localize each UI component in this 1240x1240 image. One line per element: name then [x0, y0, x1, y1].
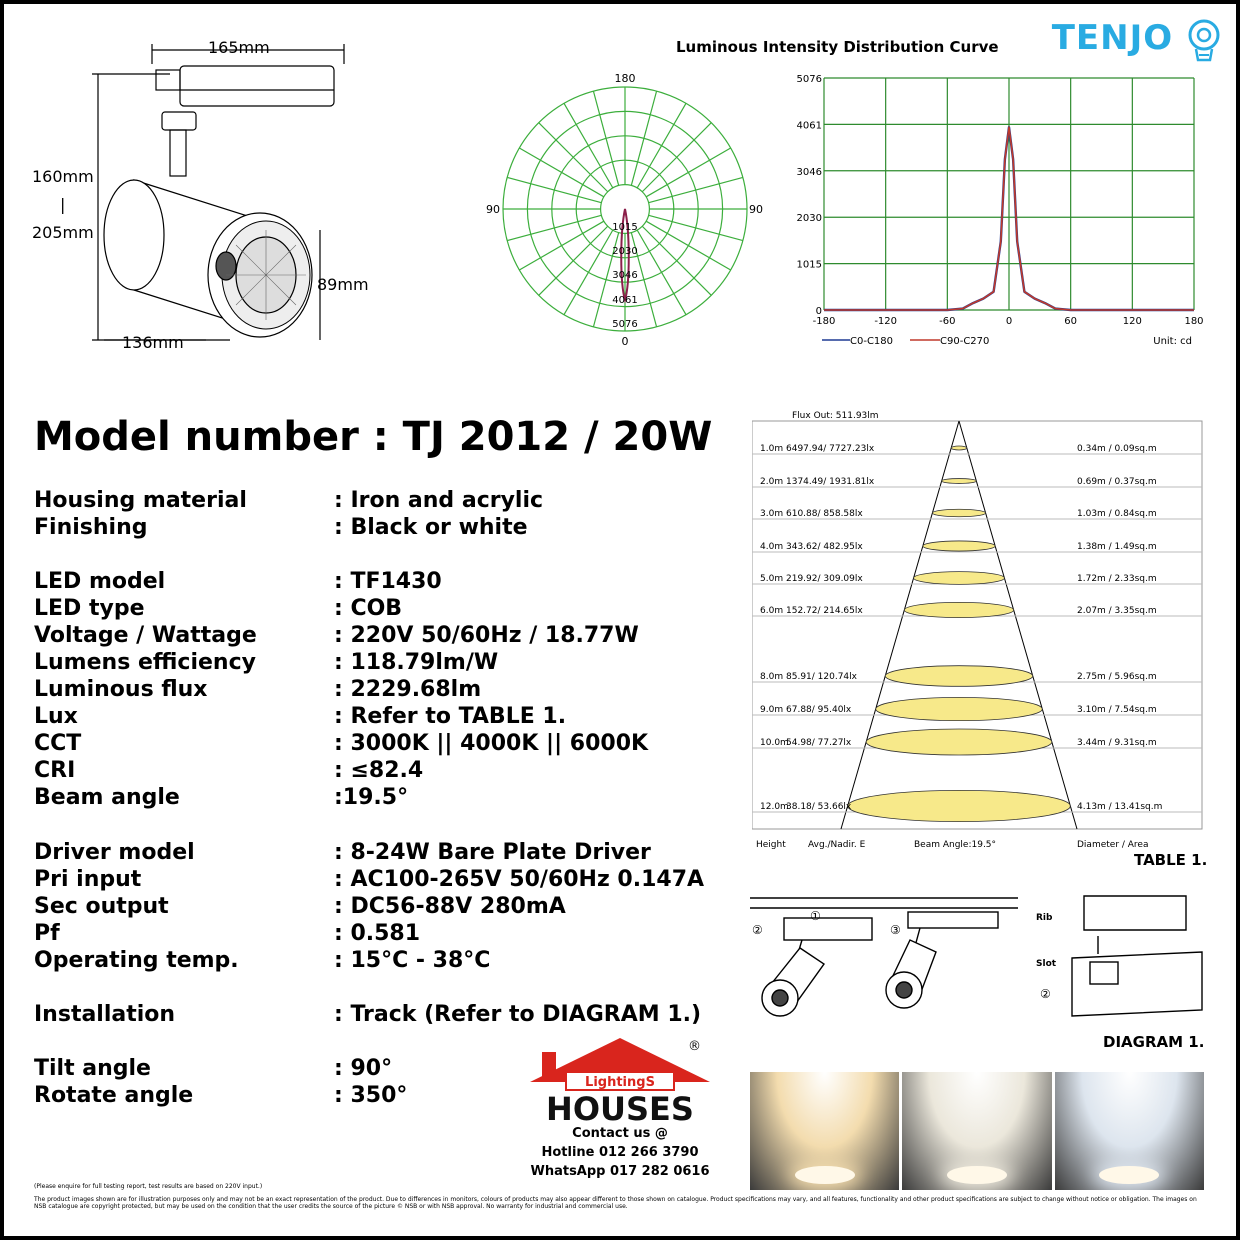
- unit-label: Unit: cd: [1153, 336, 1192, 347]
- spec-value: : DC56-88V 280mA: [334, 894, 566, 919]
- spec-value: : 118.79lm/W: [334, 650, 499, 675]
- dim-front-label: 89mm: [317, 275, 369, 294]
- table-lux-cell: 219.92/ 309.09lx: [786, 574, 863, 584]
- table-lux-cell: 85.91/ 120.74lx: [786, 672, 857, 682]
- spec-value: : 0.581: [334, 921, 421, 946]
- spec-label: LED type: [34, 596, 145, 621]
- logo-registered: ®: [688, 1039, 701, 1054]
- legend-label-c90: C90-C270: [940, 336, 990, 347]
- table-lux-cell: 6497.94/ 7727.23lx: [786, 444, 875, 454]
- x-tick-label: -60: [939, 316, 956, 327]
- footer-disclaimer: The product images shown are for illustration purposes only and may not be an exact representation of the product. Due to differences in monitors, colours of products may also appear different to those shown on catalogue. Product specifications may vary, and all features, functionality and other product specifications are subject to change without notice or obligation. The images on NSB catalogue are copyright protected, but may be used on the condition that the user credits the source of the picture © NSB or with NSB approval. No warranty for industrial and commercial use.: [34, 1196, 1197, 1210]
- table-diameter-cell: 2.75m / 5.96sq.m: [1077, 672, 1157, 682]
- polar-ring-label: 4061: [612, 295, 638, 306]
- polar-ring-label: 5076: [612, 319, 638, 330]
- table-height-cell: 10.0m: [760, 738, 789, 748]
- polar-label-bottom: 0: [621, 335, 629, 348]
- polar-spoke: [519, 221, 604, 270]
- spec-row: [34, 840, 714, 867]
- diagram-caption: DIAGRAM 1.: [1103, 1033, 1205, 1051]
- spec-row: [34, 623, 714, 650]
- y-tick-label: 5076: [796, 74, 822, 85]
- table-footer-diameter: Diameter / Area: [1077, 840, 1149, 850]
- beam-spot: [885, 666, 1033, 687]
- beam-cone-edge: [959, 421, 1077, 829]
- polar-spoke: [642, 123, 711, 192]
- spec-label: Housing material: [34, 488, 247, 513]
- table-height-cell: 9.0m: [760, 705, 784, 715]
- spec-label: Sec output: [34, 894, 169, 919]
- spec-value: : ≤82.4: [334, 758, 424, 783]
- table-footer-avg: Avg./Nadir. E: [808, 840, 866, 850]
- polar-spoke: [642, 226, 711, 295]
- contact-line-1: Contact us @: [572, 1126, 668, 1141]
- logo-bottom-text: HOUSES: [546, 1090, 694, 1126]
- stem: [170, 130, 186, 176]
- table-lux-cell: 54.98/ 77.27lx: [786, 738, 852, 748]
- spec-row: [34, 596, 714, 623]
- table-height-cell: 3.0m: [760, 509, 784, 519]
- polar-ring-label: 2030: [612, 246, 638, 257]
- spec-label: Rotate angle: [34, 1083, 194, 1108]
- spec-label: Lux: [34, 704, 78, 729]
- table-height-cell: 12.0m: [760, 802, 789, 812]
- table-diameter-cell: 1.38m / 1.49sq.m: [1077, 542, 1157, 552]
- y-tick-label: 4061: [796, 120, 822, 132]
- beam-spot: [932, 509, 985, 516]
- spec-row: [34, 785, 714, 812]
- beam-spot: [923, 541, 995, 551]
- step-2-label-right: ②: [1040, 987, 1051, 1001]
- spec-value: : 2229.68lm: [334, 677, 482, 702]
- table-lux-cell: 343.62/ 482.95lx: [786, 542, 863, 552]
- table-lux-cell: 38.18/ 53.66lx: [786, 802, 852, 812]
- beam-spot: [942, 479, 977, 484]
- cct-warm-preview: [750, 1072, 899, 1190]
- spec-label: Finishing: [34, 515, 148, 540]
- spec-row: [34, 758, 714, 785]
- polar-spoke: [637, 230, 686, 315]
- table-diameter-cell: 3.10m / 7.54sq.m: [1077, 705, 1157, 715]
- spec-value: : 350°: [334, 1083, 408, 1108]
- spec-label: Lumens efficiency: [34, 650, 256, 675]
- beam-spot: [951, 446, 967, 450]
- spec-row: [34, 488, 714, 515]
- rib-label: Rib: [1036, 913, 1053, 923]
- spec-value: : 90°: [334, 1056, 393, 1081]
- whatsapp: WhatsApp 017 282 0616: [530, 1164, 710, 1179]
- polar-spoke: [593, 91, 618, 185]
- y-tick-label: 3046: [796, 166, 822, 178]
- polar-label-right: 90: [749, 203, 763, 216]
- step-3-label: ③: [890, 923, 901, 937]
- table-footer-height: Height: [756, 840, 786, 850]
- spec-label: Voltage / Wattage: [34, 623, 257, 648]
- polar-spoke: [507, 215, 601, 240]
- table-height-cell: 1.0m: [760, 444, 784, 454]
- cartesian-distribution-chart: [780, 68, 1220, 358]
- table-height-cell: 4.0m: [760, 542, 784, 552]
- beam-spot: [866, 729, 1052, 755]
- spec-value: : AC100-265V 50/60Hz 0.147A: [334, 867, 705, 892]
- beam-spot: [904, 602, 1013, 617]
- step-1-label: ①: [810, 909, 821, 923]
- slot-label: Slot: [1036, 959, 1057, 969]
- bulb-icon: [1186, 18, 1222, 64]
- spec-label: CRI: [34, 758, 76, 783]
- footer-note: (Please enquire for full testing report, test results are based on 220V input.): [34, 1183, 263, 1190]
- spec-label: CCT: [34, 731, 82, 756]
- spec-label: Pri input: [34, 867, 142, 892]
- y-tick-label: 2030: [796, 213, 822, 225]
- spec-row: [34, 948, 714, 975]
- hotline: Hotline 012 266 3790: [541, 1145, 699, 1160]
- x-tick-label: 120: [1122, 316, 1142, 327]
- table-diameter-cell: 0.34m / 0.09sq.m: [1077, 444, 1157, 454]
- polar-spoke: [649, 177, 743, 202]
- spec-label: Operating temp.: [34, 948, 239, 973]
- track-adapter: [180, 66, 334, 106]
- spec-row: [34, 731, 714, 758]
- brand-name: TENJO: [1051, 18, 1174, 58]
- polar-spoke: [646, 221, 731, 270]
- table-height-cell: 5.0m: [760, 574, 784, 584]
- table-lux-cell: 1374.49/ 1931.81lx: [786, 477, 875, 487]
- spec-value: : 8-24W Bare Plate Driver: [334, 840, 651, 865]
- spec-value: : Iron and acrylic: [334, 488, 544, 513]
- flux-out-label: Flux Out: 511.93lm: [792, 411, 879, 421]
- step-2-label: ②: [752, 923, 763, 937]
- table-diameter-cell: 4.13m / 13.41sq.m: [1077, 802, 1163, 812]
- contact-block: [522, 1124, 718, 1181]
- lightings-houses-logo: [522, 1030, 718, 1126]
- polar-label-top: 180: [614, 72, 636, 85]
- spec-label: Beam angle: [34, 785, 180, 810]
- spec-label: Driver model: [34, 840, 195, 865]
- polar-spoke: [646, 148, 731, 197]
- table-caption: TABLE 1.: [1134, 851, 1208, 869]
- spec-value: :19.5°: [334, 785, 409, 810]
- spec-row: [34, 704, 714, 731]
- dim-height-top-label: 160mm: [32, 167, 94, 186]
- polar-spoke: [631, 91, 656, 185]
- dim-width-label: 165mm: [208, 38, 270, 57]
- x-tick-label: 0: [1005, 316, 1013, 327]
- table-lux-cell: 67.88/ 95.40lx: [786, 705, 852, 715]
- spec-row: [34, 921, 714, 948]
- x-tick-label: 60: [1064, 316, 1078, 327]
- dim-length-label: 136mm: [122, 333, 184, 352]
- spec-label: Tilt angle: [34, 1056, 151, 1081]
- table-diameter-cell: 1.03m / 0.84sq.m: [1077, 509, 1157, 519]
- polar-spoke: [539, 226, 608, 295]
- table-diameter-cell: 0.69m / 0.37sq.m: [1077, 477, 1157, 487]
- table-height-cell: 2.0m: [760, 477, 784, 487]
- table-height-cell: 8.0m: [760, 672, 784, 682]
- x-tick-label: 180: [1184, 316, 1204, 327]
- spec-label: LED model: [34, 569, 166, 594]
- spec-row: [34, 867, 714, 894]
- model-number-title: Model number : TJ 2012 / 20W: [34, 414, 713, 460]
- polar-spoke: [507, 177, 601, 202]
- polar-distribution-chart: [480, 68, 770, 350]
- x-tick-label: -120: [874, 316, 898, 327]
- polar-ring-label: 1015: [612, 222, 638, 233]
- table-height-cell: 6.0m: [760, 606, 784, 616]
- spec-row: [34, 515, 714, 542]
- spec-value: : TF1430: [334, 569, 442, 594]
- spec-label: Luminous flux: [34, 677, 208, 702]
- spec-row: [34, 1002, 714, 1029]
- polar-label-left: 90: [486, 203, 500, 216]
- polar-ring-label: 3046: [612, 270, 638, 281]
- table-footer-beam: Beam Angle:19.5°: [914, 840, 997, 850]
- cct-light-spot: [1099, 1166, 1159, 1184]
- cct-light-spot: [795, 1166, 855, 1184]
- y-tick-label: 1015: [796, 259, 822, 271]
- fixture-dimension-drawing: [30, 30, 390, 360]
- polar-spoke: [564, 103, 613, 188]
- spec-value: : Track (Refer to DIAGRAM 1.): [334, 1002, 702, 1027]
- table-lux-cell: 152.72/ 214.65lx: [786, 606, 863, 616]
- spec-value: : 3000K || 4000K || 6000K: [334, 731, 649, 756]
- legend-label-c0: C0-C180: [850, 336, 894, 347]
- y-tick-label: 0: [815, 306, 822, 317]
- spec-label: Installation: [34, 1002, 176, 1027]
- spec-value: : COB: [334, 596, 403, 621]
- spec-row: [34, 569, 714, 596]
- dim-height-sep: |: [60, 195, 66, 214]
- table-diameter-cell: 3.44m / 9.31sq.m: [1077, 738, 1157, 748]
- logo-top-text: LightingS: [585, 1075, 655, 1090]
- table-diameter-cell: 2.07m / 3.35sq.m: [1077, 606, 1157, 616]
- luminous-curve-title: Luminous Intensity Distribution Curve: [676, 38, 999, 56]
- beam-spot: [848, 790, 1071, 821]
- lux-table: [752, 404, 1208, 850]
- spec-value: : 15°C - 38°C: [334, 948, 491, 973]
- beam-spot: [876, 697, 1043, 720]
- spec-label: Pf: [34, 921, 60, 946]
- polar-spoke: [649, 215, 743, 240]
- spec-value: : Black or white: [334, 515, 528, 540]
- polar-spoke: [539, 123, 608, 192]
- polar-spoke: [519, 148, 604, 197]
- cct-cool-preview: [1055, 1072, 1204, 1190]
- polar-spoke: [564, 230, 613, 315]
- cct-light-spot: [947, 1166, 1007, 1184]
- table-lux-cell: 610.88/ 858.58lx: [786, 509, 863, 519]
- cct-neutral-preview: [902, 1072, 1051, 1190]
- dim-height-bottom-label: 205mm: [32, 223, 94, 242]
- table-diameter-cell: 1.72m / 2.33sq.m: [1077, 574, 1157, 584]
- cct-previews: [750, 1072, 1204, 1190]
- spec-value: : 220V 50/60Hz / 18.77W: [334, 623, 639, 648]
- spec-row: [34, 650, 714, 677]
- brand-logo: [1052, 18, 1222, 64]
- polar-spoke: [637, 103, 686, 188]
- spec-value: : Refer to TABLE 1.: [334, 704, 567, 729]
- installation-diagram: [750, 890, 1210, 1036]
- spec-row: [34, 894, 714, 921]
- beam-spot: [914, 572, 1005, 585]
- spec-row: [34, 677, 714, 704]
- x-tick-label: -180: [812, 316, 836, 327]
